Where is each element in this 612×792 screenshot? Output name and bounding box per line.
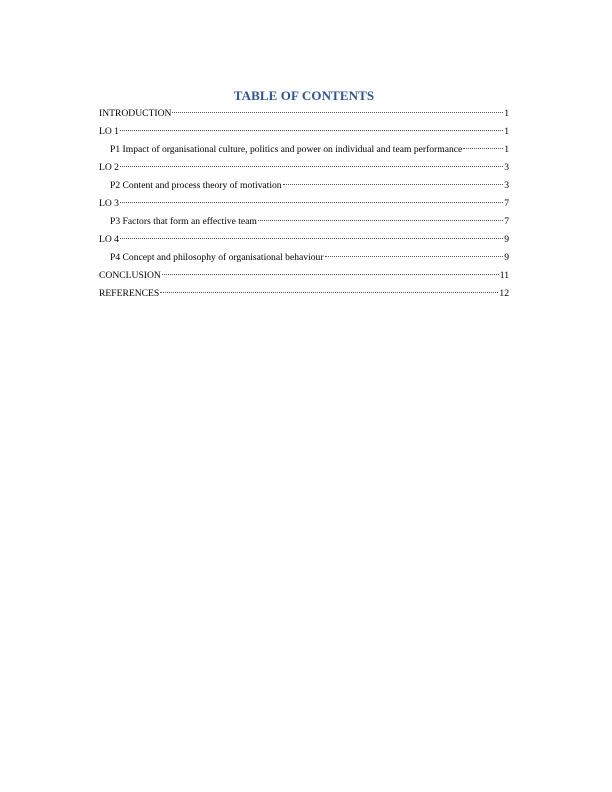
toc-entry-page: 11 (499, 270, 509, 281)
dot-leader (160, 292, 498, 293)
toc-entry-lo4[interactable] (99, 231, 509, 249)
toc-entry-page: 9 (504, 234, 509, 245)
toc-entry-lo1[interactable] (99, 123, 509, 141)
toc-entry-label: LO 1 (99, 126, 119, 137)
toc-entry-page: 1 (504, 144, 509, 155)
toc-entry-lo3[interactable] (99, 195, 509, 213)
toc-entry-p2[interactable] (99, 177, 509, 195)
dot-leader (283, 184, 504, 185)
toc-entry-p3[interactable] (99, 213, 509, 231)
toc-entry-references[interactable] (99, 285, 509, 303)
toc-entry-conclusion[interactable] (99, 267, 509, 285)
toc-entry-page: 7 (504, 216, 509, 227)
dot-leader (120, 202, 503, 203)
toc-entry-label: P3 Factors that form an effective team (110, 216, 257, 227)
toc-entry-page: 1 (504, 126, 509, 137)
dot-leader (172, 112, 503, 113)
toc-entry-introduction[interactable] (99, 105, 509, 123)
toc-entry-page: 12 (499, 288, 509, 299)
dot-leader (463, 148, 503, 149)
dot-leader (325, 256, 504, 257)
toc-entry-label: INTRODUCTION (99, 108, 172, 119)
dot-leader (120, 238, 503, 239)
toc-list (99, 105, 509, 303)
dot-leader (162, 274, 499, 275)
toc-entry-lo2[interactable] (99, 159, 509, 177)
toc-entry-label: LO 3 (99, 198, 119, 209)
toc-entry-p1[interactable] (99, 141, 509, 159)
toc-entry-p4[interactable] (99, 249, 509, 267)
dot-leader (120, 130, 503, 131)
toc-entry-label: REFERENCES (99, 288, 160, 299)
toc-entry-label: P4 Concept and philosophy of organisational behaviour (110, 252, 324, 263)
toc-entry-label: LO 4 (99, 234, 119, 245)
toc-entry-page: 3 (504, 180, 509, 191)
toc-entry-page: 1 (504, 108, 509, 119)
toc-entry-page: 7 (504, 198, 509, 209)
toc-entry-page: 3 (504, 162, 509, 173)
table-of-contents (99, 87, 509, 303)
dot-leader (258, 220, 503, 221)
dot-leader (120, 166, 503, 167)
toc-title: TABLE OF CONTENTS (233, 88, 375, 103)
toc-entry-page: 9 (504, 252, 509, 263)
toc-entry-label: P2 Content and process theory of motivation (110, 180, 282, 191)
toc-entry-label: CONCLUSION (99, 270, 161, 281)
toc-entry-label: P1 Impact of organisational culture, politics and power on individual and team performance (110, 144, 463, 155)
toc-entry-label: LO 2 (99, 162, 119, 173)
